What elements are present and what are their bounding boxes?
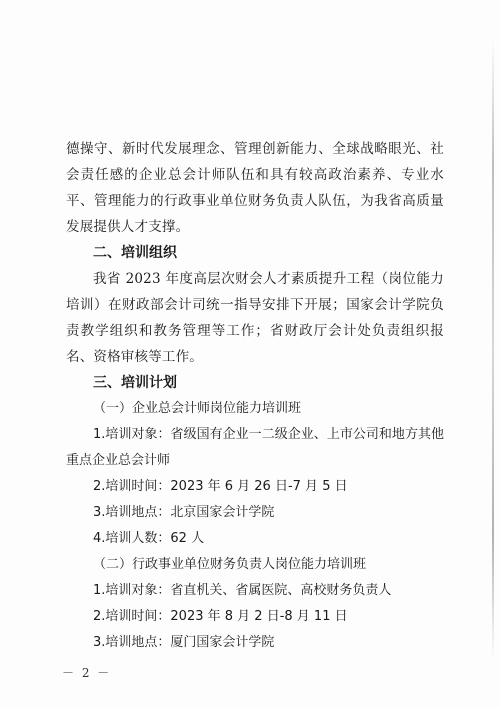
- class-1-count: 4.培训人数：62 人: [93, 531, 205, 546]
- class-2-title: （二）行政事业单位财务负责人岗位能力培训班: [93, 557, 367, 572]
- section-2-heading: 二、培训组织: [93, 245, 177, 261]
- page-number: － 2 －: [62, 666, 112, 680]
- scan-edge-shadow: [492, 40, 494, 660]
- section-2-body: 我省 2023 年度高层次财会人才素质提升工程（岗位能力培训）在财政部会计司统一指导安排下开展；国家会计学院负责教学组织和教务管理等工作；省财政厅会计处负责组织报名、资格审核等工作。: [66, 271, 444, 365]
- class-1-time: 2.培训时间：2023 年 6 月 26 日-7 月 5 日: [93, 479, 348, 494]
- class-2-place: 3.培训地点：厦门国家会计学院: [93, 635, 275, 650]
- class-1-target: 1.培训对象：省级国有企业一二级企业、上市公司和地方其他重点企业总会计师: [66, 427, 444, 468]
- document-body: [66, 136, 444, 656]
- intro-paragraph: 德操守、新时代发展理念、管理创新能力、全球战略眼光、社会责任感的企业总会计师队伍和具有较高政治素养、专业水平、管理能力的行政事业单位财务负责人队伍，为我省高质量发展提供人才支撑。: [66, 141, 444, 235]
- class-2-target: 1.培训对象：省直机关、省属医院、高校财务负责人: [93, 583, 392, 598]
- class-2-time: 2.培训时间：2023 年 8 月 2 日-8 月 11 日: [93, 609, 348, 624]
- section-3-heading: 三、培训计划: [93, 375, 177, 391]
- class-1-title: （一）企业总会计师岗位能力培训班: [93, 401, 302, 416]
- class-1-place: 3.培训地点：北京国家会计学院: [93, 505, 275, 520]
